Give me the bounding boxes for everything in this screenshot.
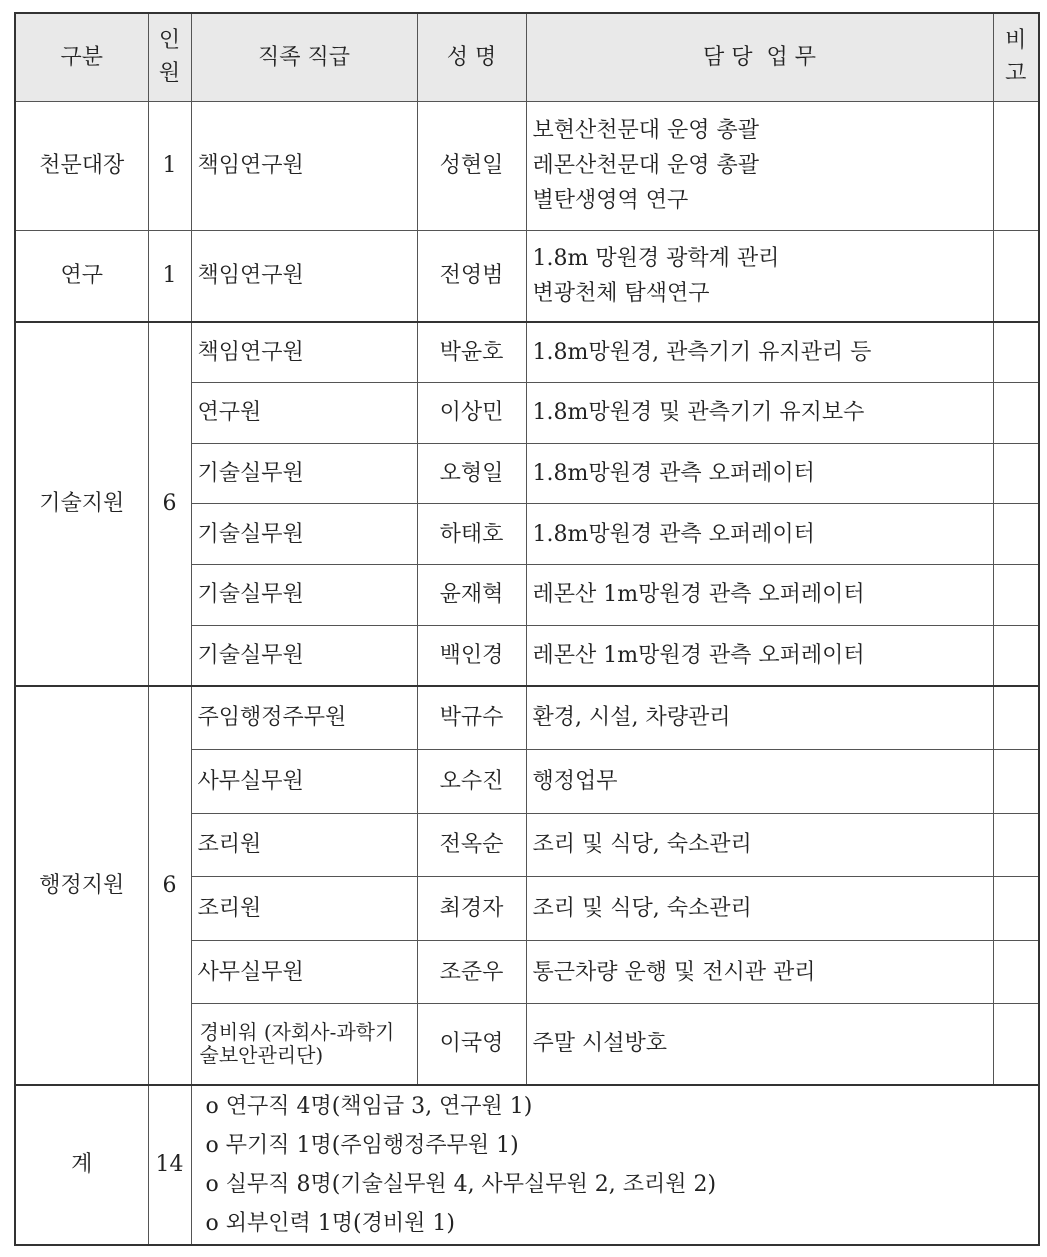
section-director	[15, 101, 1039, 230]
total-count-cell: 14	[148, 1085, 191, 1245]
rank-cell: 기술실무원	[191, 504, 417, 565]
rank-cell: 사무실무원	[191, 749, 417, 813]
duty-cell: 레몬산 1m망원경 관측 오퍼레이터	[526, 565, 993, 626]
remark-cell	[993, 813, 1039, 877]
table-row	[15, 322, 1039, 383]
duty-cell: 조리 및 식당, 숙소관리	[526, 813, 993, 877]
header-remark-line1: 비	[1005, 28, 1027, 54]
header-count-line1: 인	[158, 28, 181, 54]
duty-cell: 주말 시설방호	[526, 1004, 993, 1085]
table-row	[15, 686, 1039, 750]
count-cell: 6	[148, 322, 191, 686]
rank-cell: 조리원	[191, 813, 417, 877]
duty-line: 변광천체 탐색연구	[532, 280, 710, 306]
duty-line: 1.8m 망원경 광학계 관리	[532, 245, 780, 271]
duty-cell	[526, 230, 993, 322]
name-cell: 오수진	[417, 749, 526, 813]
header-count	[148, 13, 191, 101]
header-remark	[993, 13, 1039, 101]
header-rank: 직족 직급	[191, 13, 417, 101]
category-cell: 행정지원	[15, 686, 148, 1085]
rank-cell	[191, 1004, 417, 1085]
rank-cell: 사무실무원	[191, 940, 417, 1004]
remark-cell	[993, 443, 1039, 504]
summary-line: o 연구직 4명(책임급 3, 연구원 1)	[205, 1093, 533, 1119]
name-cell: 박윤호	[417, 322, 526, 383]
rank-cell: 책임연구원	[191, 322, 417, 383]
count-cell: 6	[148, 686, 191, 1085]
duty-cell: 조리 및 식당, 숙소관리	[526, 877, 993, 941]
category-cell: 연구	[15, 230, 148, 322]
count-cell: 1	[148, 230, 191, 322]
name-cell: 윤재혁	[417, 565, 526, 626]
remark-cell	[993, 686, 1039, 750]
total-category-cell: 계	[15, 1085, 148, 1245]
duty-cell: 레몬산 1m망원경 관측 오퍼레이터	[526, 625, 993, 686]
table-row	[15, 101, 1039, 230]
count-cell: 1	[148, 101, 191, 230]
duty-cell: 1.8m망원경, 관측기기 유지관리 등	[526, 322, 993, 383]
name-cell: 오형일	[417, 443, 526, 504]
rank-cell: 책임연구원	[191, 230, 417, 322]
category-cell: 기술지원	[15, 322, 148, 686]
duty-cell: 1.8m망원경 관측 오퍼레이터	[526, 504, 993, 565]
summary-line: o 실무직 8명(기술실무원 4, 사무실무원 2, 조리원 2)	[205, 1171, 717, 1197]
remark-cell	[993, 749, 1039, 813]
summary-line: o 외부인력 1명(경비원 1)	[205, 1211, 455, 1237]
name-cell: 성현일	[417, 101, 526, 230]
header-remark-line2: 고	[1005, 61, 1027, 87]
rank-cell: 기술실무원	[191, 443, 417, 504]
remark-cell	[993, 625, 1039, 686]
category-cell: 천문대장	[15, 101, 148, 230]
section-total	[15, 1085, 1039, 1245]
duty-cell: 행정업무	[526, 749, 993, 813]
rank-cell: 연구원	[191, 383, 417, 444]
name-cell: 이국영	[417, 1004, 526, 1085]
name-cell: 하태호	[417, 504, 526, 565]
rank-line: 경비워	[199, 1020, 258, 1045]
header-category: 구분	[15, 13, 148, 101]
remark-cell	[993, 322, 1039, 383]
remark-cell	[993, 940, 1039, 1004]
remark-cell	[993, 565, 1039, 626]
section-tech-support	[15, 322, 1039, 686]
name-cell: 전옥순	[417, 813, 526, 877]
table-row	[15, 230, 1039, 322]
rank-cell: 책임연구원	[191, 101, 417, 230]
remark-cell	[993, 877, 1039, 941]
name-cell: 박규수	[417, 686, 526, 750]
duty-cell: 1.8m망원경 및 관측기기 유지보수	[526, 383, 993, 444]
remark-cell	[993, 504, 1039, 565]
staff-table	[14, 12, 1040, 1246]
section-admin-support	[15, 686, 1039, 1085]
table-header	[15, 13, 1039, 101]
remark-cell	[993, 383, 1039, 444]
duty-line: 레몬산천문대 운영 총괄	[532, 153, 760, 179]
name-cell: 조준우	[417, 940, 526, 1004]
duty-line: 보현산천문대 운영 총괄	[532, 117, 760, 143]
remark-cell	[993, 1004, 1039, 1085]
remark-cell	[993, 230, 1039, 322]
rank-cell: 주임행정주무원	[191, 686, 417, 750]
rank-line: 술보안관리단)	[199, 1043, 324, 1068]
rank-cell: 기술실무원	[191, 565, 417, 626]
remark-cell	[993, 101, 1039, 230]
header-count-line2: 원	[158, 61, 181, 87]
section-research	[15, 230, 1039, 322]
total-summary-cell	[191, 1085, 1039, 1245]
name-cell: 전영범	[417, 230, 526, 322]
header-name: 성 명	[417, 13, 526, 101]
rank-line: (자회사-과학기	[263, 1020, 395, 1045]
name-cell: 최경자	[417, 877, 526, 941]
rank-cell: 조리원	[191, 877, 417, 941]
total-row	[15, 1085, 1039, 1245]
duty-cell: 통근차량 운행 및 전시관 관리	[526, 940, 993, 1004]
name-cell: 이상민	[417, 383, 526, 444]
name-cell: 백인경	[417, 625, 526, 686]
duty-cell: 환경, 시설, 차량관리	[526, 686, 993, 750]
duty-cell	[526, 101, 993, 230]
header-duty: 담 당 업 무	[526, 13, 993, 101]
duty-cell: 1.8m망원경 관측 오퍼레이터	[526, 443, 993, 504]
summary-line: o 무기직 1명(주임행정주무원 1)	[205, 1132, 519, 1158]
rank-cell: 기술실무원	[191, 625, 417, 686]
duty-line: 별탄생영역 연구	[532, 188, 689, 214]
